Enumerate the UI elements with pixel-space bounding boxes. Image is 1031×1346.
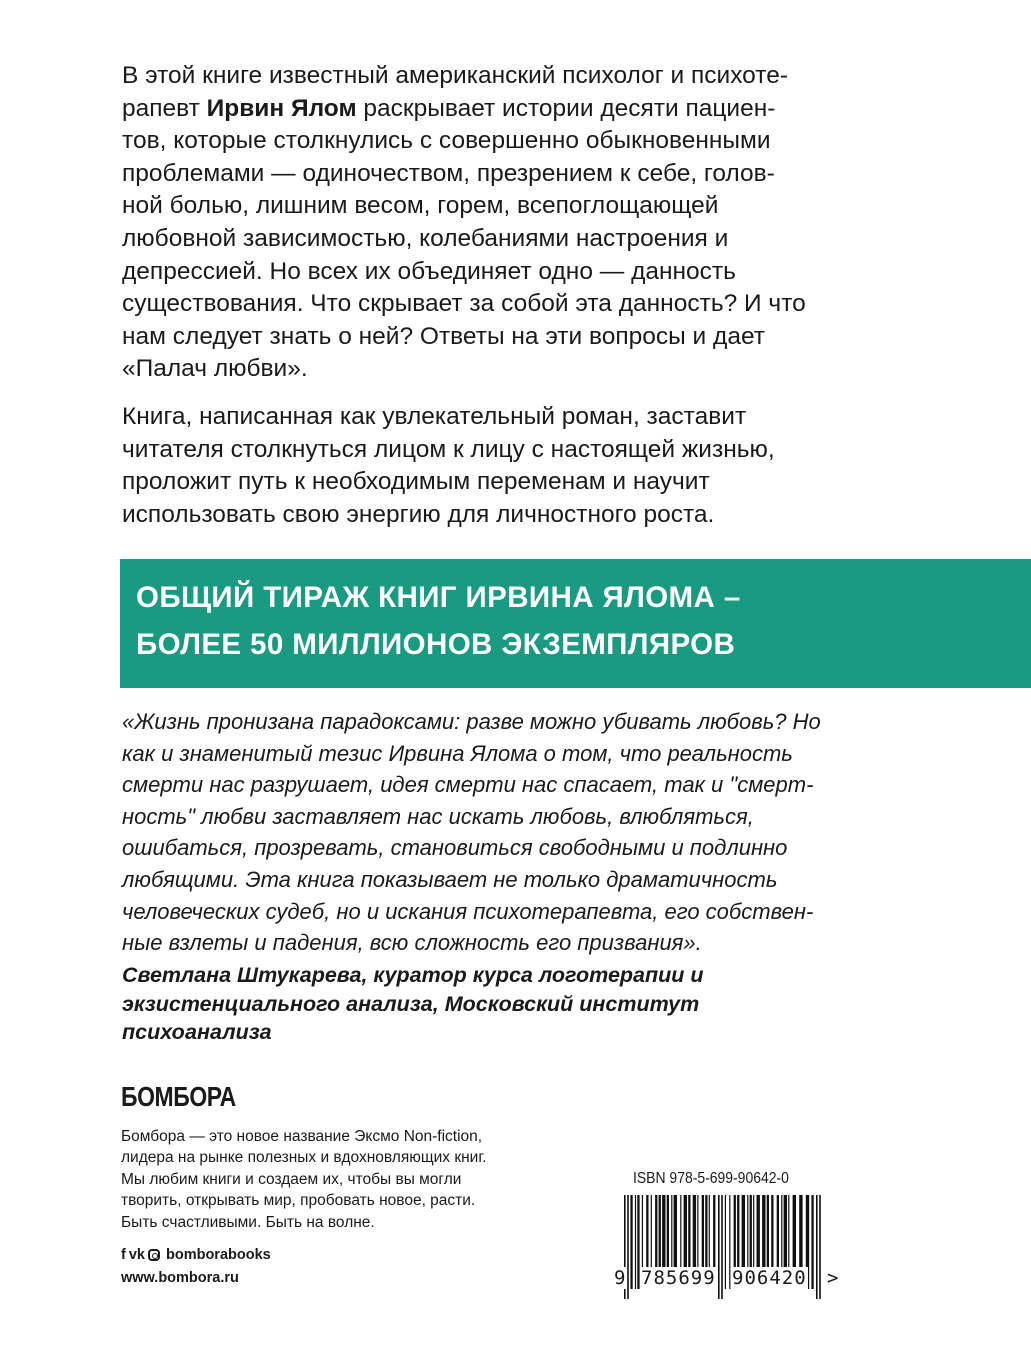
social-links xyxy=(121,1247,271,1263)
quote-line-7: человеческих судеб, но и искания психотерапевта, его собствен- xyxy=(122,898,814,924)
barcode-bar xyxy=(627,1195,629,1299)
quote-attribution xyxy=(122,961,704,1047)
quote-line-5: ошибаться, прозревать, становиться свободными и подлинно xyxy=(122,835,788,861)
quote-line-2: как и знаменитый тезис Ирвина Ялома о том, что реальность xyxy=(122,740,793,766)
author-line-1: Светлана Штукарева, куратор курса логотерапии и xyxy=(122,963,704,987)
barcode-bar xyxy=(635,1195,636,1289)
pub-line-2: лидера на рынке полезных и вдохновляющих книг. xyxy=(121,1149,487,1167)
intro-line-8: существования. Что скрывает за собой эта данность? И что xyxy=(122,290,806,318)
isbn-label: ISBN 978-5-699-90642-0 xyxy=(633,1170,789,1187)
barcode-arrow: > xyxy=(827,1267,839,1289)
intro-line-7: депрессией. Но всех их объединяет одно — данность xyxy=(122,257,736,285)
barcode-digit-first: 9 xyxy=(614,1267,626,1289)
barcode-digits-right: 906420 xyxy=(732,1267,807,1289)
publisher-description xyxy=(121,1126,486,1233)
intro-line-6: любовной зависимостью, колебаниями настроения и xyxy=(122,224,729,252)
barcode-bar xyxy=(718,1195,720,1299)
review-quote xyxy=(122,706,821,959)
vk-icon[interactable]: vk xyxy=(128,1247,145,1263)
author-line-2: экзистенциального анализа, Московский институт xyxy=(122,991,700,1016)
intro-line-5: ной болью, лишним весом, горем, всепоглощающей xyxy=(122,192,719,220)
circulation-banner xyxy=(120,559,1031,688)
intro-line-2-c: раскрывает истории десяти пациен- xyxy=(356,94,776,122)
quote-line-6: любящими. Эта книга показывает не только драматичность xyxy=(122,866,778,892)
quote-line-4: ность" любви заставляет нас искать любовь, влюбляться, xyxy=(122,803,754,829)
website-link[interactable]: www.bombora.ru xyxy=(121,1270,239,1286)
intro-line-2-a: рапевт xyxy=(122,94,207,122)
intro-line-4: проблемами — одиночеством, презрением к себе, голов- xyxy=(122,159,775,187)
intro2-line-3: проложит путь к необходимым переменам и научит xyxy=(122,468,710,496)
pub-line-1: Бомбора — это новое название Эксмо Non-fiction, xyxy=(121,1128,483,1145)
social-handle[interactable]: bomborabooks xyxy=(165,1247,271,1263)
pub-line-4: творить, открывать мир, пробовать новое, расти. xyxy=(121,1192,476,1210)
intro2-line-4: использовать свою энергию для личностного роста. xyxy=(122,500,715,528)
barcode-bar xyxy=(725,1195,726,1289)
pub-line-5: Быть счастливыми. Быть на волне. xyxy=(121,1213,375,1231)
quote-line-8: ные взлеты и падения, всю сложность его призвания». xyxy=(122,930,702,956)
barcode-bar xyxy=(819,1195,821,1299)
author-line-3: психоанализа xyxy=(122,1020,272,1044)
facebook-icon[interactable]: f xyxy=(121,1247,126,1263)
intro2-line-1: Книга, написанная как увлекательный роман, заставит xyxy=(122,403,747,430)
quote-line-1: «Жизнь пронизана парадоксами: разве можно убивать любовь? Но xyxy=(122,709,821,734)
intro-line-10: «Палач любви». xyxy=(122,355,308,383)
quote-line-3: смерти нас разрушает, идея смерти нас спасает, так и "смерт- xyxy=(122,772,814,798)
barcode-bar xyxy=(721,1195,723,1299)
banner-line-1: ОБЩИЙ ТИРАЖ КНИГ ИРВИНА ЯЛОМА – xyxy=(136,581,741,614)
banner-line-2: БОЛЕЕ 50 МИЛЛИОНОВ ЭКЗЕМПЛЯРОВ xyxy=(136,628,736,661)
intro-paragraph xyxy=(122,60,806,386)
barcode-bar xyxy=(630,1195,632,1289)
barcode-bar xyxy=(816,1195,818,1299)
publisher-logo: БОМБОРА xyxy=(121,1081,236,1112)
barcode-digits-left: 785699 xyxy=(641,1267,716,1289)
author-name-bold: Ирвин Ялом xyxy=(206,94,357,122)
intro2-line-2: читателя столкнуться лицом к лицу с настоящей жизнью, xyxy=(122,435,775,463)
pub-line-3: Мы любим книги и создаем их, чтобы вы могли xyxy=(121,1170,462,1188)
intro-line-9: нам следует знать о ней? Ответы на эти вопросы и дает xyxy=(122,322,766,350)
intro-line-2 xyxy=(122,93,806,126)
intro-paragraph-2 xyxy=(122,401,775,531)
barcode-bar xyxy=(811,1195,813,1289)
instagram-icon[interactable] xyxy=(148,1249,160,1261)
intro-line-3: тов, которые столкнулись с совершенно обыкновенными xyxy=(122,127,771,155)
barcode xyxy=(610,1195,840,1307)
intro-line-1: В этой книге известный американский психолог и психоте- xyxy=(122,62,788,89)
